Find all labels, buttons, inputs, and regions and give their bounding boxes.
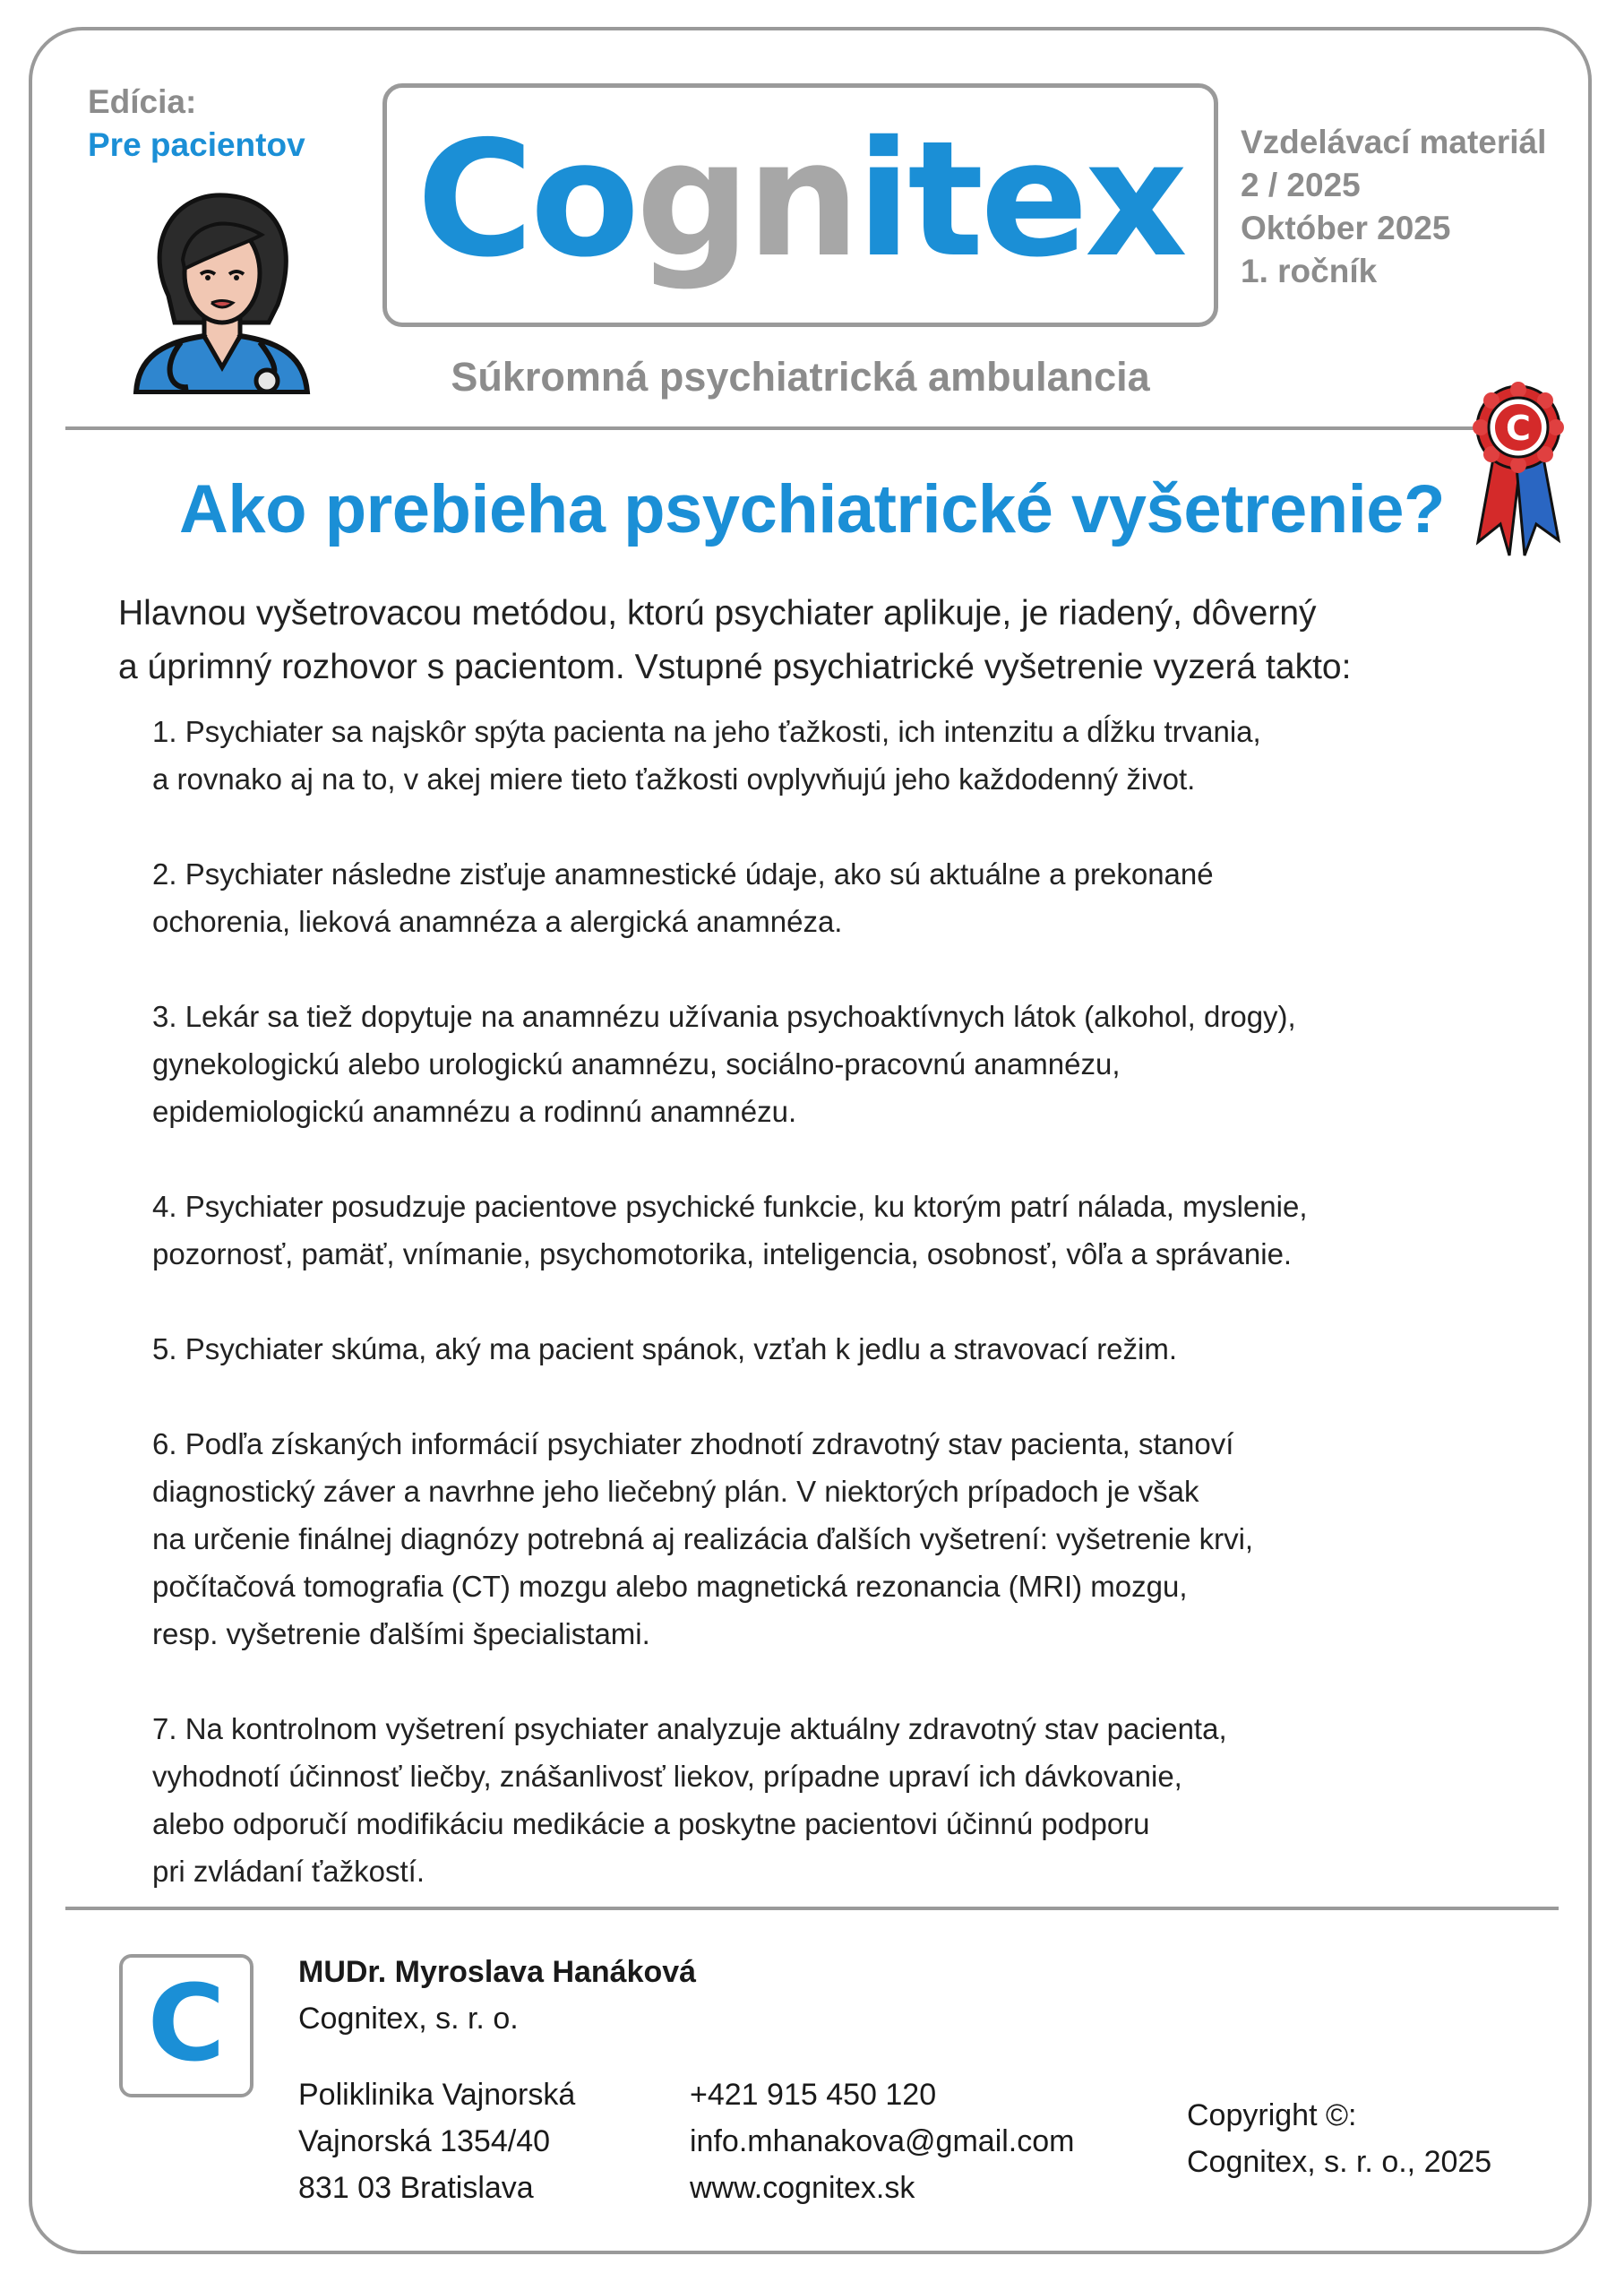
intro-line: Hlavnou vyšetrovacou metódou, ktorú psychiater aplikuje, je riadený, dôverný xyxy=(118,594,1317,633)
phone: +421 915 450 120 xyxy=(690,2078,937,2112)
item-line: 5. Psychiater skúma, aký ma pacient spánok, vzťah k jedlu a stravovací režim. xyxy=(152,1332,1178,1365)
item-line: 6. Podľa získaných informácií psychiater zhodnotí zdravotný stav pacienta, stanoví xyxy=(152,1427,1234,1460)
item-line: ochorenia, lieková anamnéza a alergická anamnéza. xyxy=(152,905,843,938)
meta-line: 1. ročník xyxy=(1241,253,1378,289)
exam-steps-list xyxy=(152,708,1496,1942)
list-item xyxy=(152,850,1496,945)
ribbon-letter: C xyxy=(1506,409,1531,448)
subtitle: Súkromná psychiatrická ambulancia xyxy=(451,354,1150,400)
page-title: Ako prebieha psychiatrické vyšetrenie? xyxy=(179,471,1445,547)
list-item xyxy=(152,993,1496,1135)
list-item xyxy=(152,708,1496,803)
intro-line: a úprimný rozhovor s pacientom. Vstupné psychiatrické vyšetrenie vyzerá takto: xyxy=(118,648,1352,686)
intro-paragraph xyxy=(118,587,1351,694)
item-line: epidemiologickú anamnézu a rodinnú anamnézu. xyxy=(152,1095,797,1128)
list-item xyxy=(152,1705,1496,1895)
item-line: 7. Na kontrolnom vyšetrení psychiater analyzuje aktuálny zdravotný stav pacienta, xyxy=(152,1712,1227,1745)
copyright-line: Cognitex, s. r. o., 2025 xyxy=(1187,2145,1492,2179)
list-item xyxy=(152,1183,1496,1278)
item-line: 2. Psychiater následne zisťuje anamnestické údaje, ako sú aktuálne a prekonané xyxy=(152,857,1214,891)
logo-part: tex xyxy=(907,107,1184,292)
list-item xyxy=(152,1325,1496,1373)
email: info.mhanakova@gmail.com xyxy=(690,2124,1075,2158)
item-line: na určenie finálnej diagnózy potrebná aj realizácia ďalších vyšetrení: vyšetrenie krvi, xyxy=(152,1522,1254,1555)
logo-box xyxy=(382,83,1218,327)
address-line: 831 03 Bratislava xyxy=(298,2171,534,2205)
item-line: resp. vyšetrenie ďalšími špecialistami. xyxy=(152,1617,650,1650)
logo-part: gn xyxy=(636,107,857,292)
address-line: Vajnorská 1354/40 xyxy=(298,2124,551,2158)
item-line: vyhodnotí účinnosť liečby, znášanlivosť liekov, prípadne upraví ich dávkovanie, xyxy=(152,1760,1182,1793)
item-line: diagnostický záver a navrhne jeho liečebný plán. V niektorých prípadoch je však xyxy=(152,1475,1199,1508)
item-line: 1. Psychiater sa najskôr spýta pacienta na jeho ťažkosti, ich intenzitu a dĺžku trvania, xyxy=(152,715,1261,748)
logo-part: Co xyxy=(417,107,637,292)
meta-line: Október 2025 xyxy=(1241,210,1451,246)
meta-line: Vzdelávací materiál xyxy=(1241,124,1547,160)
item-line: pri zvládaní ťažkostí. xyxy=(152,1855,425,1888)
item-line: 4. Psychiater posudzuje pacientove psychické funkcie, ku ktorým patrí nálada, myslenie, xyxy=(152,1190,1308,1223)
address-line: Poliklinika Vajnorská xyxy=(298,2078,576,2112)
contact-block xyxy=(690,2071,1074,2211)
logo-part: i xyxy=(856,107,908,292)
item-line: pozornosť, pamäť, vnímanie, psychomotorika, inteligencia, osobnosť, vôľa a správanie. xyxy=(152,1237,1293,1270)
edition-label: Edícia: xyxy=(88,83,197,120)
website: www.cognitex.sk xyxy=(690,2171,915,2205)
copyright-line: Copyright ©: xyxy=(1187,2098,1357,2132)
doctor-name: MUDr. Myroslava Hanáková xyxy=(298,1955,697,1989)
item-line: alebo odporučí modifikáciu medikácie a poskytne pacientovi účinnú podporu xyxy=(152,1807,1150,1840)
edition-block xyxy=(88,81,305,167)
company-name: Cognitex, s. r. o. xyxy=(298,2002,519,2036)
doctor-avatar-icon xyxy=(125,188,318,394)
item-line: 3. Lekár sa tiež dopytuje na anamnézu užívania psychoaktívnych látok (alkohol, drogy), xyxy=(152,1000,1296,1033)
list-item xyxy=(152,1420,1496,1658)
footer-divider xyxy=(65,1907,1559,1910)
header-divider xyxy=(65,426,1485,430)
footer-logo-letter: C xyxy=(147,1961,226,2085)
issue-meta xyxy=(1241,121,1546,293)
item-line: a rovnako aj na to, v akej miere tieto ťažkosti ovplyvňujú jeho každodenný život. xyxy=(152,762,1196,796)
address-block xyxy=(298,2071,575,2211)
copyright-block xyxy=(1187,2092,1491,2185)
item-line: gynekologickú alebo urologickú anamnézu, sociálno-pracovnú anamnézu, xyxy=(152,1047,1121,1081)
logo-wordmark xyxy=(417,107,1184,292)
footer-logo xyxy=(119,1954,253,2097)
edition-value: Pre pacientov xyxy=(88,126,305,163)
item-line: počítačová tomografia (CT) mozgu alebo magnetická rezonancia (MRI) mozgu, xyxy=(152,1570,1188,1603)
meta-line: 2 / 2025 xyxy=(1241,167,1361,203)
